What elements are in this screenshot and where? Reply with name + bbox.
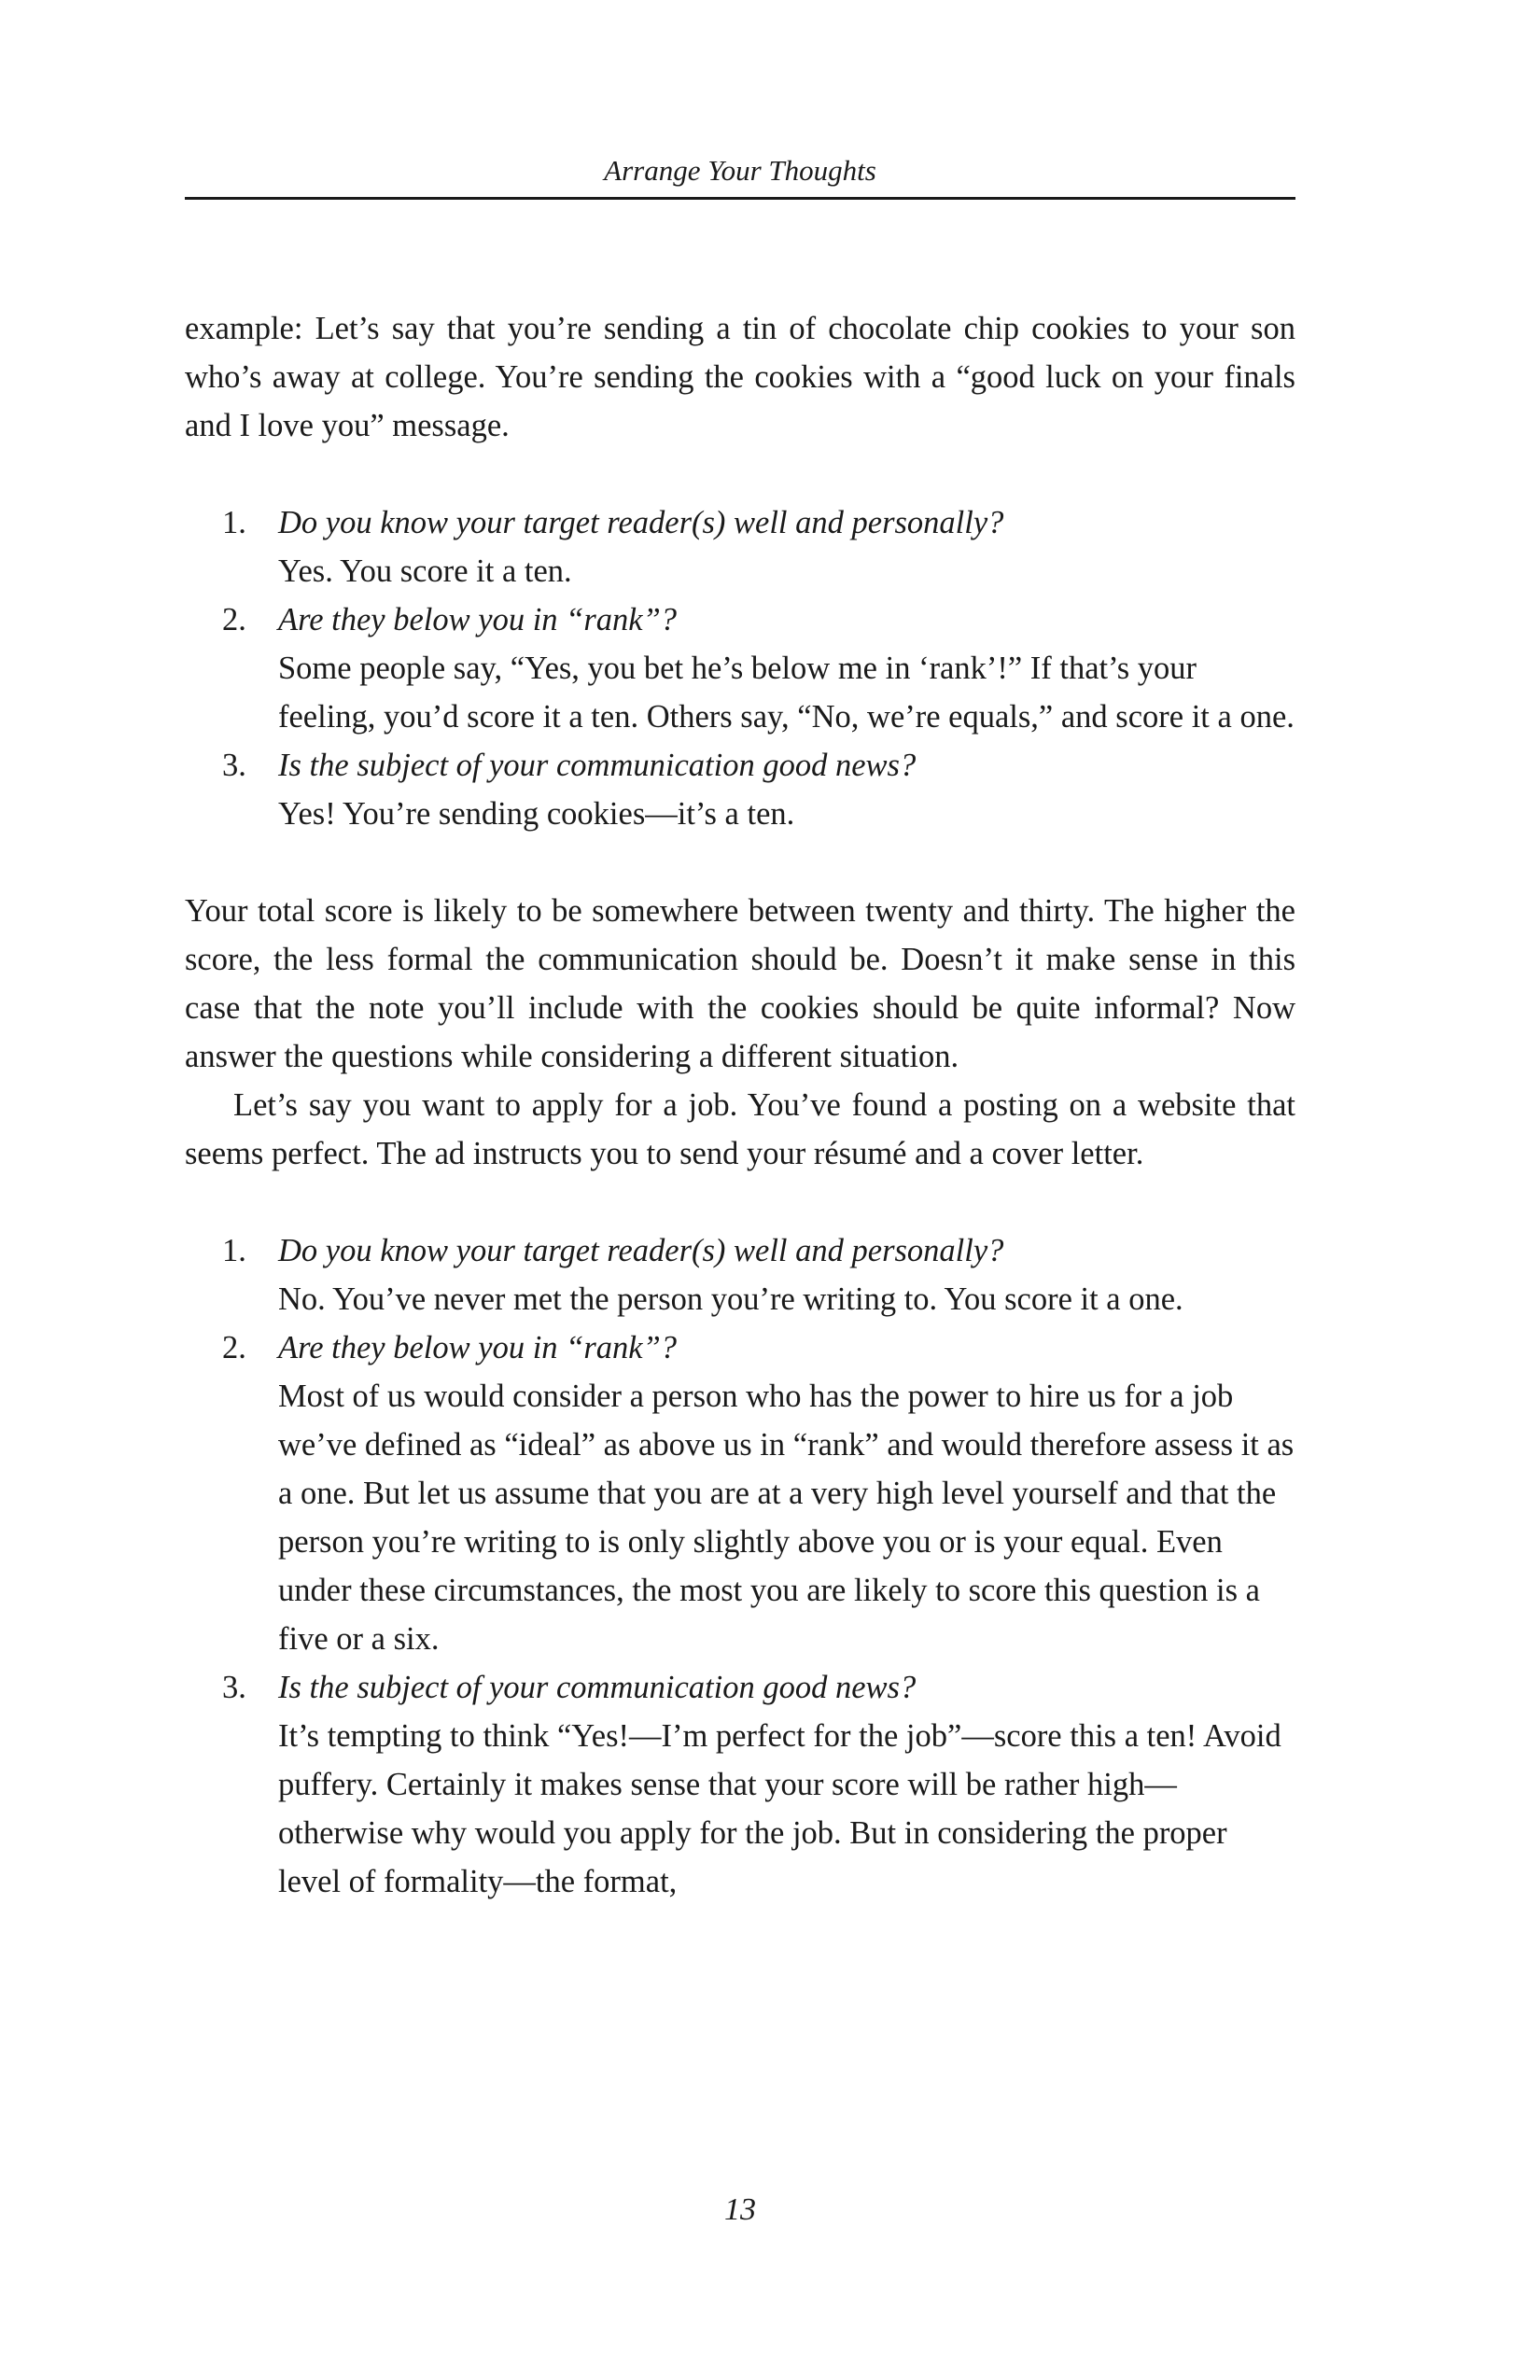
header-rule: [185, 197, 1295, 200]
item-answer: Yes! You’re sending cookies—it’s a ten.: [278, 796, 795, 832]
item-number: 2.: [222, 602, 246, 637]
item-question: Are they below you in “rank”?: [278, 602, 678, 637]
item-number: 1.: [222, 505, 246, 540]
item-number: 1.: [222, 1233, 246, 1268]
total-score-paragraph: Your total score is likely to be somewhere between twenty and thirty. The higher the score, the less formal the communication should be. Doesn’t it make sense in this case that the note you’ll include with the cookies should be quite informal? Now answer the questions while considering a different situation.: [185, 893, 1295, 1074]
item-number: 2.: [222, 1330, 246, 1365]
list-item: [185, 1226, 1295, 1323]
item-question: Do you know your target reader(s) well and personally?: [278, 505, 1004, 540]
running-head: Arrange Your Thoughts: [604, 154, 876, 187]
item-question: Is the subject of your communication good news?: [278, 1670, 917, 1705]
list-item: [185, 1663, 1295, 1906]
item-question: Are they below you in “rank”?: [278, 1330, 678, 1365]
list-item: [185, 595, 1295, 741]
list-item: [185, 1323, 1295, 1663]
job-paragraph: Let’s say you want to apply for a job. You’ve found a posting on a website that seems perfect. The ad instructs you to send your résumé and a cover letter.: [185, 1087, 1295, 1171]
item-number: 3.: [222, 1670, 246, 1705]
page-body: [185, 304, 1295, 1954]
item-question: Is the subject of your communication good news?: [278, 748, 917, 783]
page-number: 13: [724, 2192, 756, 2227]
item-question: Do you know your target reader(s) well and personally?: [278, 1233, 1004, 1268]
intro-paragraph: example: Let’s say that you’re sending a tin of chocolate chip cookies to your son who’s away at college. You’re sending the cookies with a “good luck on your finals and I love you” message.: [185, 311, 1295, 443]
item-answer: No. You’ve never met the person you’re writing to. You score it a one.: [278, 1281, 1183, 1317]
item-answer: Yes. You score it a ten.: [278, 553, 572, 589]
item-number: 3.: [222, 748, 246, 783]
job-question-list: [185, 1226, 1295, 1906]
item-answer: It’s tempting to think “Yes!—I’m perfect for the job”—score this a ten! Avoid puffery. Certainly it makes sense that your score will be rather high—otherwise why would you apply for the job. But in considering the proper level of formality—the format,: [278, 1718, 1281, 1899]
list-item: [185, 498, 1295, 595]
list-item: [185, 741, 1295, 838]
item-answer: Most of us would consider a person who has the power to hire us for a job we’ve defined as “ideal” as above us in “rank” and would therefore assess it as a one. But let us assume that you are at a very high level yourself and that the person you’re writing to is only slightly above you or is your equal. Even under these circumstances, the most you are likely to score this question is a five or a six.: [278, 1379, 1295, 1657]
item-answer: Some people say, “Yes, you bet he’s below me in ‘rank’!” If that’s your feeling, you’d score it a ten. Others say, “No, we’re equals,” and score it a one.: [278, 651, 1295, 735]
cookie-question-list: [185, 498, 1295, 838]
